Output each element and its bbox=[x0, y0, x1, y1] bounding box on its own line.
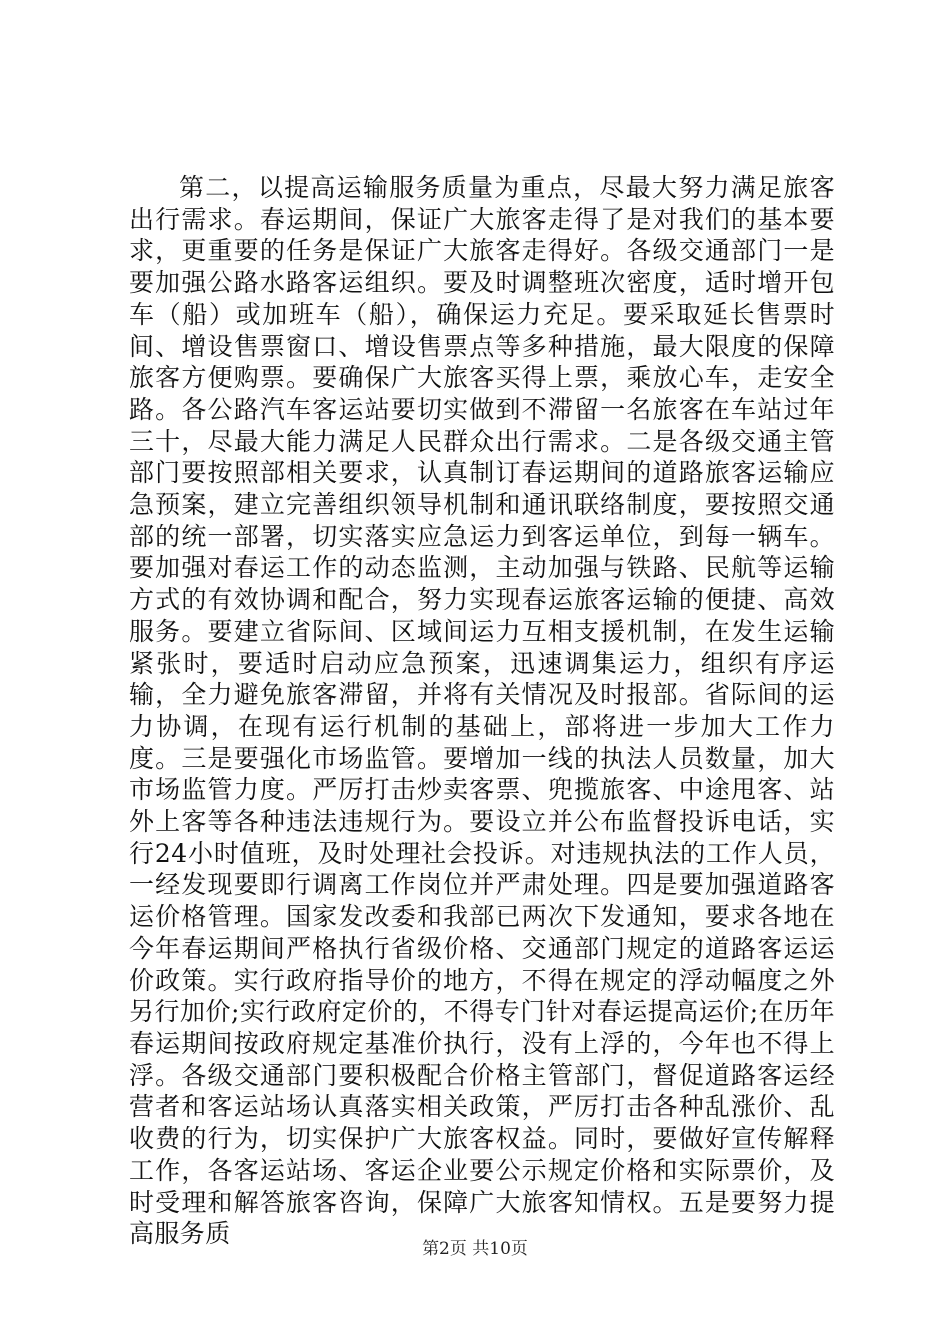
body-paragraph: 第二，以提高运输服务质量为重点，尽最大努力满足旅客出行需求。春运期间，保证广大旅客走得了是对我们的基本要求，更重要的任务是保证广大旅客走得好。各级交通部门一是要加强公路水路客运组织。要及时调整班次密度，适时增开包车（船）或加班车（船），确保运力充足。要采取延长售票时间、增设售票窗口、增设售票点等多种措施，最大限度的保障旅客方便购票。要确保广大旅客买得上票，乘放心车，走安全路。各公路汽车客运站要切实做到不滞留一名旅客在车站过年三十，尽最大能力满足人民群众出行需求。二是各级交通主管部门要按照部相关要求，认真制订春运期间的道路旅客运输应急预案，建立完善组织领导机制和通讯联络制度，要按照交通部的统一部署，切实落实应急运力到客运单位，到每一辆车。要加强对春运工作的动态监测，主动加强与铁路、民航等运输方式的有效协调和配合，努力实现春运旅客运输的便捷、高效服务。要建立省际间、区域间运力互相支援机制，在发生运输紧张时，要适时启动应急预案，迅速调集运力，组织有序运输，全力避免旅客滞留，并将有关情况及时报部。省际间的运力协调，在现有运行机制的基础上，部将进一步加大工作力度。三是要强化市场监管。要增加一线的执法人员数量，加大市场监管力度。严厉打击炒卖客票、兜揽旅客、中途甩客、站外上客等各种违法违规行为。要设立并公布监督投诉电话，实行24小时值班，及时处理社会投诉。对违规执法的工作人员，一经发现要即行调离工作岗位并严肃处理。四是要加强道路客运价格管理。国家发改委和我部已两次下发通知，要求各地在今年春运期间严格执行省级价格、交通部门规定的道路客运运价政策。实行政府指导价的地方，不得在规定的浮动幅度之外另行加价;实行政府定价的，不得专门针对春运提高运价;在历年春运期间按政府规定基准价执行，没有上浮的，今年也不得上浮。各级交通部门要积极配合价格主管部门，督促道路客运经营者和客运站场认真落实相关政策，严厉打击各种乱涨价、乱收费的行为，切实保护广大旅客权益。同时，要做好宣传解释工作，各客运站场、客运企业要公示规定价格和实际票价，及时受理和解答旅客咨询，保障广大旅客知情权。五是要努力提高服务质 bbox=[129, 173, 835, 1249]
page-number-footer: 第2页 共10页 bbox=[422, 1239, 528, 1259]
